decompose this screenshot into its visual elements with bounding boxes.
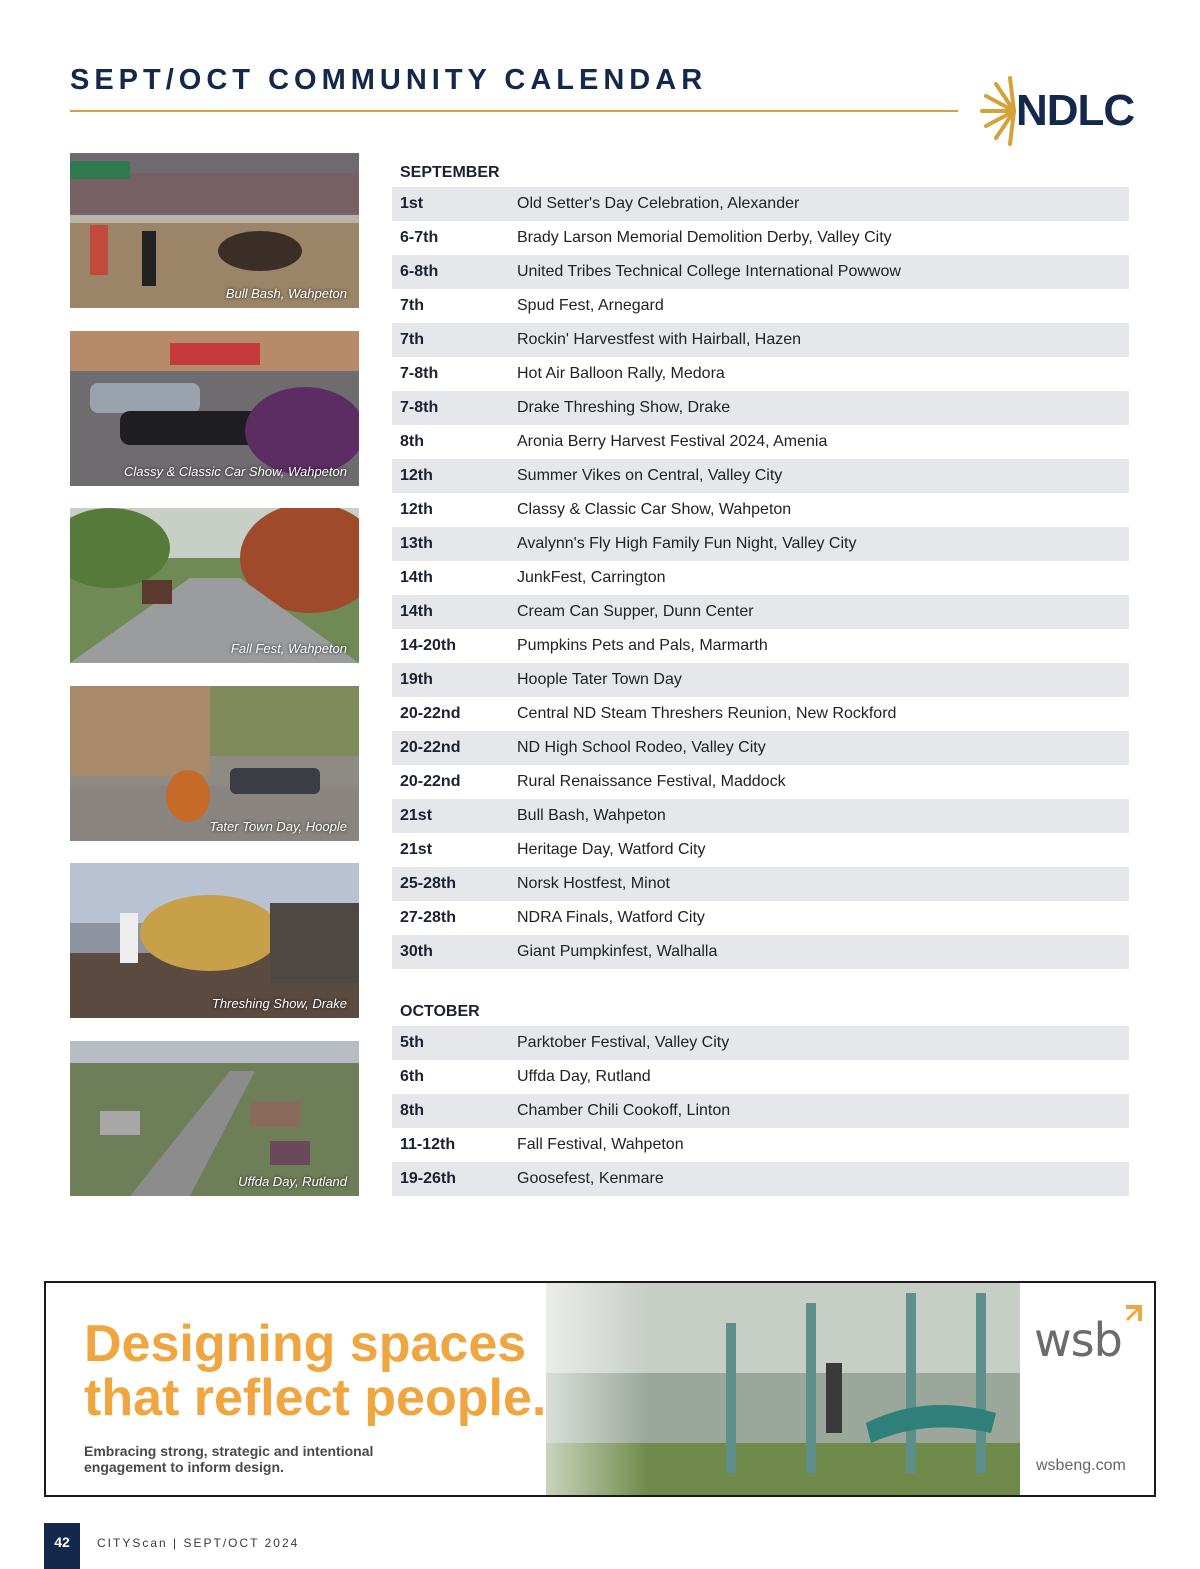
- event-name: Giant Pumpkinfest, Walhalla: [517, 943, 718, 960]
- page-title: SEPT/OCT COMMUNITY CALENDAR: [70, 64, 708, 96]
- event-date: 7th: [400, 297, 424, 314]
- event-name: Norsk Hostfest, Minot: [517, 875, 670, 892]
- event-name: Classy & Classic Car Show, Wahpeton: [517, 501, 792, 518]
- event-name: Central ND Steam Threshers Reunion, New Rockford: [517, 705, 897, 722]
- event-date: 14th: [400, 603, 433, 620]
- month-heading: SEPTEMBER: [400, 164, 500, 181]
- event-date: 13th: [400, 535, 433, 552]
- ad-url-link[interactable]: wsbeng.com: [1036, 1457, 1126, 1474]
- event-row: [392, 527, 1129, 561]
- photo-caption: Fall Fest, Wahpeton: [230, 641, 347, 656]
- event-name: Hot Air Balloon Rally, Medora: [517, 365, 725, 382]
- event-list: [392, 1026, 1129, 1196]
- event-name: JunkFest, Carrington: [517, 569, 666, 586]
- event-name: Brady Larson Memorial Demolition Derby, Valley City: [517, 229, 892, 246]
- event-row: [392, 731, 1129, 765]
- event-date: 14-20th: [400, 637, 457, 654]
- event-name: Spud Fest, Arnegard: [517, 297, 664, 314]
- wsb-logo: wsb: [1034, 1313, 1122, 1367]
- event-row: [392, 1060, 1129, 1094]
- event-name: Old Setter's Day Celebration, Alexander: [517, 195, 800, 212]
- event-date: 14th: [400, 569, 433, 586]
- event-row: [392, 629, 1129, 663]
- event-row: [392, 1094, 1129, 1128]
- event-name: Cream Can Supper, Dunn Center: [517, 603, 754, 620]
- publication-footer: CITYScan | SEPT/OCT 2024: [97, 1536, 300, 1550]
- event-list: [392, 187, 1129, 969]
- event-row: [392, 663, 1129, 697]
- event-name: Heritage Day, Watford City: [517, 841, 706, 858]
- ad-logo-panel: [1020, 1283, 1156, 1495]
- event-date: 8th: [400, 433, 424, 450]
- event-row: [392, 1128, 1129, 1162]
- event-row: [392, 289, 1129, 323]
- event-date: 20-22nd: [400, 739, 461, 756]
- event-date: 7-8th: [400, 399, 439, 416]
- event-name: Summer Vikes on Central, Valley City: [517, 467, 783, 484]
- event-row: [392, 901, 1129, 935]
- photo-caption: Tater Town Day, Hoople: [209, 819, 347, 834]
- event-name: NDRA Finals, Watford City: [517, 909, 705, 926]
- event-row: [392, 765, 1129, 799]
- event-name: ND High School Rodeo, Valley City: [517, 739, 766, 756]
- photo-car-show: [70, 331, 359, 486]
- ndlc-logo: [976, 74, 1136, 148]
- event-row: [392, 1026, 1129, 1060]
- event-row: [392, 833, 1129, 867]
- event-date: 27-28th: [400, 909, 457, 926]
- event-row: [392, 221, 1129, 255]
- photo-caption: Bull Bash, Wahpeton: [225, 286, 347, 301]
- photo-uffda-day: [70, 1041, 359, 1196]
- logo-wordmark: NDLC: [1016, 86, 1135, 135]
- event-date: 5th: [400, 1034, 424, 1051]
- event-date: 19-26th: [400, 1170, 457, 1187]
- event-date: 25-28th: [400, 875, 457, 892]
- event-row: [392, 935, 1129, 969]
- event-name: Pumpkins Pets and Pals, Marmarth: [517, 637, 768, 654]
- event-date: 30th: [400, 943, 433, 960]
- event-date: 12th: [400, 501, 433, 518]
- event-name: Rural Renaissance Festival, Maddock: [517, 773, 786, 790]
- event-row: [392, 255, 1129, 289]
- event-date: 11-12th: [400, 1136, 456, 1153]
- photo-threshing-show: [70, 863, 359, 1018]
- event-date: 6-7th: [400, 229, 439, 246]
- event-date: 1st: [400, 195, 424, 212]
- event-name: Avalynn's Fly High Family Fun Night, Valley City: [517, 535, 857, 552]
- event-row: [392, 187, 1129, 221]
- event-row: [392, 867, 1129, 901]
- ad-subtext: Embracing strong, strategic and intentional engagement to inform design.: [84, 1443, 374, 1475]
- event-row: [392, 391, 1129, 425]
- event-date: 20-22nd: [400, 773, 461, 790]
- event-date: 7-8th: [400, 365, 439, 382]
- event-row: [392, 561, 1129, 595]
- photo-caption: Threshing Show, Drake: [211, 996, 347, 1011]
- event-row: [392, 493, 1129, 527]
- event-date: 6th: [400, 1068, 424, 1085]
- event-name: Fall Festival, Wahpeton: [517, 1136, 684, 1153]
- event-date: 8th: [400, 1102, 424, 1119]
- month-heading: OCTOBER: [400, 1003, 480, 1020]
- event-name: Aronia Berry Harvest Festival 2024, Amenia: [517, 433, 828, 450]
- event-row: [392, 459, 1129, 493]
- event-name: Goosefest, Kenmare: [517, 1170, 664, 1187]
- event-name: United Tribes Technical College International Powwow: [517, 263, 901, 280]
- ad-headline: Designing spaces that reflect people.: [84, 1315, 547, 1427]
- event-name: Rockin' Harvestfest with Hairball, Hazen: [517, 331, 802, 348]
- september-calendar: [392, 159, 1129, 969]
- photo-fall-fest: [70, 508, 359, 663]
- event-date: 20-22nd: [400, 705, 461, 722]
- event-name: Parktober Festival, Valley City: [517, 1034, 730, 1051]
- event-name: Hoople Tater Town Day: [517, 671, 682, 688]
- event-name: Drake Threshing Show, Drake: [517, 399, 731, 416]
- event-date: 21st: [400, 807, 433, 824]
- sunburst-icon: [976, 74, 1020, 148]
- photo-caption: Classy & Classic Car Show, Wahpeton: [123, 464, 347, 479]
- event-name: Bull Bash, Wahpeton: [517, 807, 666, 824]
- event-date: 6-8th: [400, 263, 439, 280]
- title-divider: [70, 110, 958, 112]
- event-row: [392, 799, 1129, 833]
- event-name: Uffda Day, Rutland: [517, 1068, 651, 1085]
- event-row: [392, 595, 1129, 629]
- event-date: 12th: [400, 467, 433, 484]
- event-row: [392, 697, 1129, 731]
- photo-bull-bash: [70, 153, 359, 308]
- event-date: 7th: [400, 331, 424, 348]
- event-row: [392, 323, 1129, 357]
- photo-tater-town-day: [70, 686, 359, 841]
- event-row: [392, 357, 1129, 391]
- photo-caption: Uffda Day, Rutland: [238, 1174, 347, 1189]
- october-calendar: [392, 998, 1129, 1196]
- event-date: 19th: [400, 671, 433, 688]
- event-row: [392, 1162, 1129, 1196]
- arrow-icon: [1124, 1303, 1144, 1323]
- page-number: 42: [44, 1523, 80, 1569]
- wsb-advertisement[interactable]: [44, 1281, 1156, 1497]
- event-date: 21st: [400, 841, 433, 858]
- event-name: Chamber Chili Cookoff, Linton: [517, 1102, 731, 1119]
- event-row: [392, 425, 1129, 459]
